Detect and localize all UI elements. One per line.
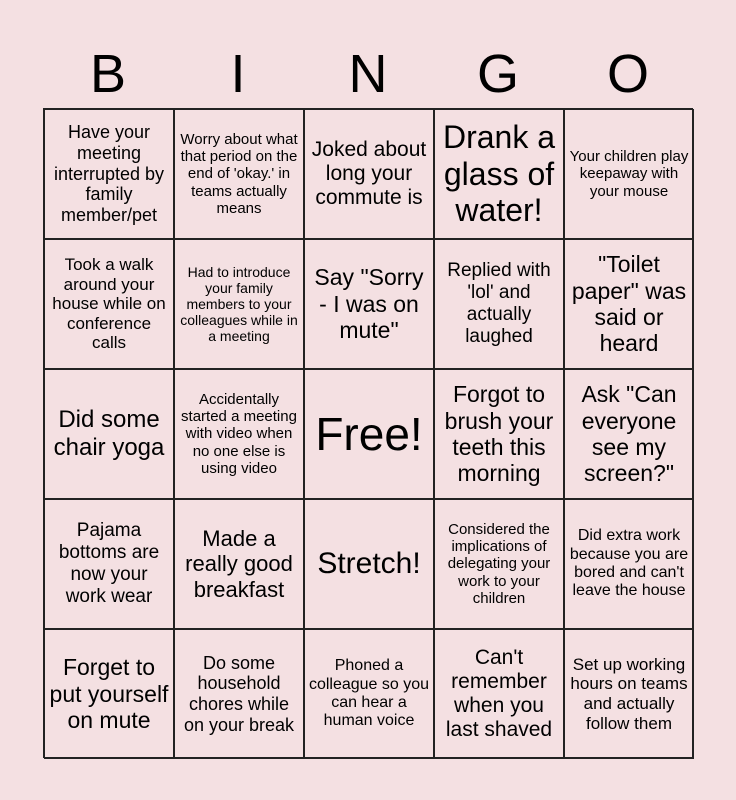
bingo-cell[interactable] [44, 629, 174, 759]
bingo-cell[interactable] [564, 629, 694, 759]
cell-text: Your children play keepaway with your mouse [569, 148, 689, 200]
bingo-cell[interactable] [564, 499, 694, 629]
cell-text: Ask "Can everyone see my screen?" [581, 381, 677, 487]
cell-text: Phoned a colleague so you can hear a human voice [308, 657, 430, 730]
cell-text: Set up working hours on teams and actually follow them [570, 654, 688, 733]
bingo-card-grid [43, 108, 693, 758]
bingo-cell[interactable] [44, 499, 174, 629]
bingo-cell[interactable] [304, 109, 434, 239]
cell-text: "Toilet paper" was said or heard [571, 251, 687, 357]
bingo-cell[interactable] [564, 369, 694, 499]
bingo-cell[interactable] [434, 629, 564, 759]
cell-text: Forget to put yourself on mute [49, 654, 169, 734]
header-letter-n: N [348, 44, 388, 104]
cell-text: Considered the implications of delegating your work to your children [447, 520, 551, 607]
cell-text: Made a really good breakfast [185, 526, 293, 602]
cell-text: Pajama bottoms are now your work wear [58, 520, 160, 607]
bingo-cell[interactable] [44, 109, 174, 239]
bingo-cell[interactable] [174, 109, 304, 239]
cell-text: Worry about what that period on the end of 'okay.' in teams actually means [180, 130, 298, 217]
bingo-cell[interactable] [434, 109, 564, 239]
bingo-cell[interactable] [304, 629, 434, 759]
bingo-header [43, 40, 693, 108]
bingo-cell[interactable] [304, 239, 434, 369]
bingo-cell[interactable] [174, 499, 304, 629]
cell-text: Have your meeting interrupted by family member/pet [53, 122, 165, 226]
cell-text: Forgot to brush your teeth this morning [444, 381, 554, 487]
cell-text: Free! [315, 407, 423, 460]
cell-text: Replied with 'lol' and actually laughed [447, 260, 551, 347]
bingo-cell[interactable] [174, 369, 304, 499]
bingo-cell[interactable] [44, 369, 174, 499]
bingo-cell[interactable] [434, 239, 564, 369]
cell-text: Do some household chores while on your break [183, 652, 295, 735]
cell-text: Can't remember when you last shaved [445, 645, 553, 742]
bingo-cell[interactable] [434, 369, 564, 499]
header-letter-i: I [230, 44, 246, 104]
cell-text: Drank a glass of water! [442, 118, 556, 229]
cell-text: Did some chair yoga [53, 406, 165, 461]
cell-text: Took a walk around your house while on conference calls [52, 255, 166, 353]
cell-text: Did extra work because you are bored and can't leave the house [569, 527, 689, 600]
bingo-cell[interactable] [174, 239, 304, 369]
cell-text: Accidentally started a meeting with video when no one else is using video [181, 390, 297, 477]
bingo-cell[interactable] [434, 499, 564, 629]
cell-text: Joked about long your commute is [311, 137, 427, 210]
bingo-cell[interactable] [564, 239, 694, 369]
cell-text: Had to introduce your family members to your colleagues while in a meeting [180, 263, 298, 345]
header-letter-b: B [89, 44, 127, 104]
bingo-cell[interactable] [174, 629, 304, 759]
bingo-cell[interactable] [564, 109, 694, 239]
bingo-cell[interactable] [304, 499, 434, 629]
cell-text: Stretch! [317, 546, 421, 580]
bingo-cell-free-space[interactable] [304, 369, 434, 499]
header-letter-o: O [606, 44, 649, 104]
cell-text: Say "Sorry - I was on mute" [314, 264, 424, 344]
bingo-cell[interactable] [44, 239, 174, 369]
header-letter-g: G [476, 44, 519, 104]
